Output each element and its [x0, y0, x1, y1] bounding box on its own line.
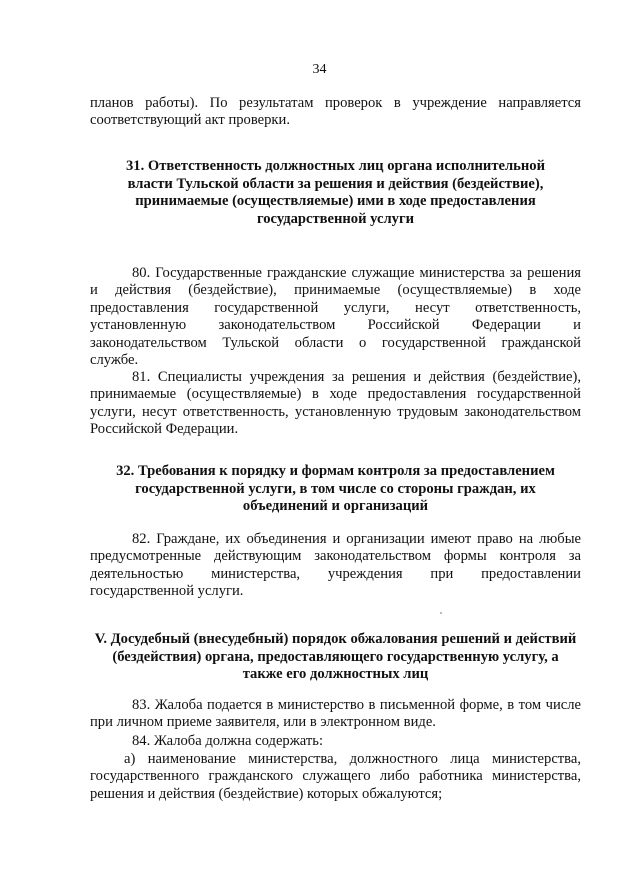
text-line: решения и действия (бездействие) которых обжалуются;: [90, 785, 443, 802]
paragraph-82: [90, 531, 581, 601]
text-line: установленную законодательством Российской Федерации и: [90, 317, 581, 334]
heading-line: государственной услуги: [256, 210, 415, 227]
heading-line: (бездействия) органа, предоставляющего государственную услугу, а: [112, 648, 559, 665]
heading-line: также его должностных лиц: [242, 666, 429, 683]
text-line: услуги, несут ответственность, установленную трудовым законодательством: [90, 403, 581, 420]
section-v-heading: [44, 631, 627, 684]
text-line: и действия (бездействие), принимаемые (осуществляемые) в ходе: [90, 282, 581, 299]
paragraph-83: [90, 697, 581, 732]
heading-line: 32. Требования к порядку и формам контроля за предоставлением: [116, 463, 555, 479]
text-line: деятельностью министерства, учреждения при предоставлении: [90, 565, 581, 582]
intro-paragraph: [90, 95, 581, 130]
text-line: а) наименование министерства, должностного лица министерства,: [124, 751, 581, 767]
heading-line: объединений и организаций: [242, 498, 429, 515]
section-32-heading: [60, 463, 611, 516]
text-line: 80. Государственные гражданские служащие министерства за решения: [132, 265, 581, 281]
paragraph-80: [90, 265, 581, 369]
text-line: при личном приеме заявителя, или в электронном виде.: [90, 714, 436, 731]
text-line: принимаемые (осуществляемые) в ходе предоставления государственной: [90, 386, 581, 403]
paragraph-84: [90, 733, 581, 750]
text-line: 81. Специалисты учреждения за решения и действия (бездействие),: [132, 369, 581, 385]
text-line: предоставления государственной услуги, несут ответственность,: [90, 299, 581, 316]
scan-speck: [440, 612, 442, 614]
text-line: государственного гражданского служащего либо работника министерства,: [90, 768, 581, 785]
heading-line: государственной услуги, в том числе со стороны граждан, их: [135, 480, 536, 497]
text-line: 83. Жалоба подается в министерство в письменной форме, в том числе: [132, 697, 581, 713]
heading-line: власти Тульской области за решения и действия (бездействие),: [127, 175, 544, 192]
text-line: Российской Федерации.: [90, 421, 239, 438]
text-line: планов работы). По результатам проверок в учреждение направляется: [90, 95, 581, 111]
text-line: законодательством Тульской области о государственной гражданской: [90, 334, 581, 351]
text-line: службе.: [90, 352, 139, 369]
heading-line: 31. Ответственность должностных лиц органа исполнительной: [125, 158, 545, 174]
paragraph-81: [90, 369, 581, 439]
heading-line: принимаемые (осуществляемые) ими в ходе предоставления: [135, 193, 536, 210]
heading-line: V. Досудебный (внесудебный) порядок обжалования решений и действий: [94, 631, 577, 647]
section-31-heading: [60, 158, 611, 228]
text-line: соответствующий акт проверки.: [90, 112, 290, 129]
text-line: предусмотренные действующим законодательством формы контроля за: [90, 548, 581, 565]
text-line: 84. Жалоба должна содержать:: [132, 733, 323, 749]
paragraph-84a: [90, 751, 581, 803]
page-number: 34: [312, 62, 327, 77]
text-line: государственной услуги.: [90, 583, 244, 600]
text-line: 82. Граждане, их объединения и организации имеют право на любые: [132, 531, 581, 547]
